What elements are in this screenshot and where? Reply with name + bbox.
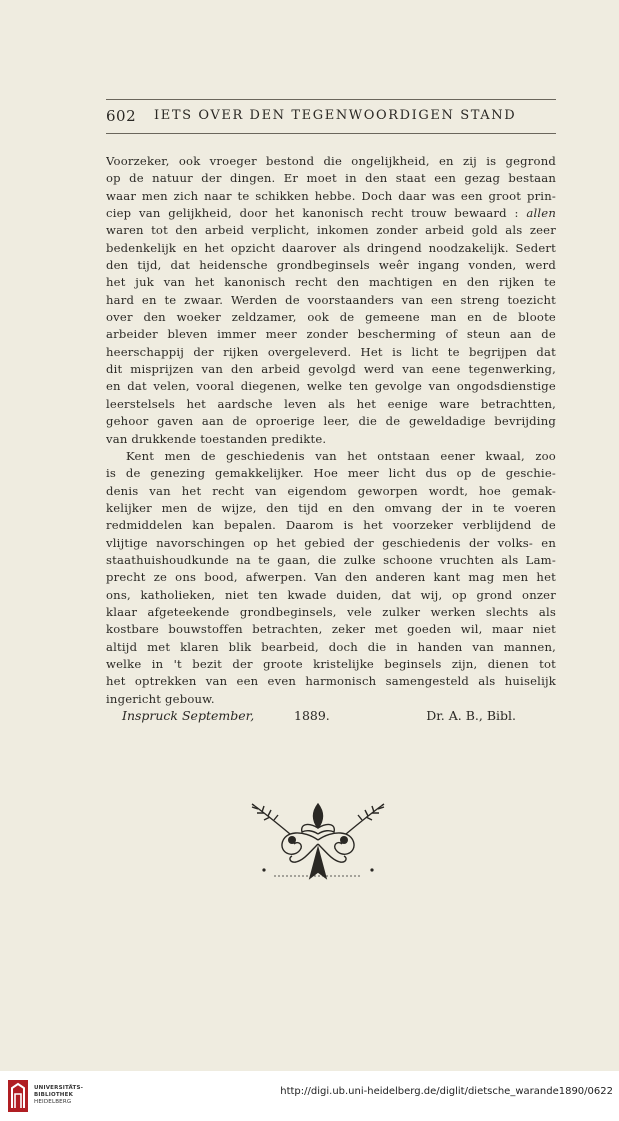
text-line: denis van het recht van eigendom geworpen wordt, hoe gemak- bbox=[106, 483, 556, 498]
library-name-line1: UNIVERSITÄTS- bbox=[34, 1085, 84, 1091]
permalink-url[interactable]: http://digi.ub.uni-heidelberg.de/diglit/dietsche_warande1890/0622 bbox=[280, 1086, 613, 1097]
signature-line bbox=[122, 708, 556, 728]
text-line: redmiddelen kan bepalen. Daarom is het voorzeker verblijdend de bbox=[106, 518, 556, 533]
text-line: gehoor gaven aan de oproerige leer, die de geweldadige bevrijding bbox=[106, 414, 556, 429]
text-line: kelijker men de wijze, den tijd en den omvang der in te voeren bbox=[106, 500, 556, 515]
header-rule-top bbox=[106, 99, 556, 100]
library-name-line3: HEIDELBERG bbox=[34, 1099, 72, 1105]
text-line: klaar afgeteekende grondbeginsels, vele zulker werken slechts als bbox=[106, 604, 556, 619]
running-title: IETS OVER DEN TEGENWOORDIGEN STAND bbox=[154, 108, 517, 123]
header-rule-bottom bbox=[106, 133, 556, 134]
library-name-line2: BIBLIOTHEK bbox=[34, 1092, 74, 1098]
text-line: waren tot den arbeid verplicht, inkomen zonder arbeid gold als zeer bbox=[106, 223, 556, 238]
emphasized-word: allen bbox=[526, 206, 556, 221]
signature-place-date: Inspruck September, bbox=[122, 708, 255, 723]
text-line: leerstelsels het aardsche leven als het eenige ware betrachtten, bbox=[106, 396, 556, 411]
text-line: arbeider bleven immer meer zonder bescherming of steun aan de bbox=[106, 327, 556, 342]
text-line: het juk van het kanonisch recht den machtigen en den rijken te bbox=[106, 275, 556, 290]
text-line: het optrekken van een even harmonisch samengesteld als huiselijk bbox=[106, 674, 556, 689]
digitization-footer bbox=[0, 1071, 619, 1121]
text-line: over den woeker zeldzamer, ook de gemeene man en de bloote bbox=[106, 310, 556, 325]
text-line: waar men zich naar te schikken hebbe. Doch daar was een groot prin- bbox=[106, 188, 556, 203]
text-line: ciep van gelijkheid, door het kanonisch recht trouw bewaard : allen bbox=[106, 206, 556, 221]
text-line: heerschappij der rijken overgeleverd. Het is licht te begrijpen dat bbox=[106, 344, 556, 359]
text-line: op de natuur der dingen. Er moet in den staat een gezag bestaan bbox=[106, 171, 556, 186]
text-line: den tijd, dat heidensche grondbeginsels weêr ingang vonden, werd bbox=[106, 258, 556, 273]
text-line: hard en te zwaar. Werden de voorstaanders van een streng toezicht bbox=[106, 292, 556, 307]
text-line: precht ze ons bood, afwerpen. Van den anderen kant mag men het bbox=[106, 570, 556, 585]
university-library-logo-icon bbox=[8, 1080, 28, 1112]
signature-author: Dr. A. B., Bibl. bbox=[426, 708, 516, 723]
text-line: bedenkelijk en het opzicht daarover als dringend noodzakelijk. Sedert bbox=[106, 240, 556, 255]
text-line: Voorzeker, ook vroeger bestond die ongelijkheid, en zij is gegrond bbox=[106, 154, 556, 168]
text-line: vlijtige navorschingen op het gebied der geschiedenis der volks- en bbox=[106, 535, 556, 550]
signature-year: 1889. bbox=[294, 708, 330, 723]
text-line: altijd met klaren blik bearbeid, doch die in handen van mannen, bbox=[106, 639, 556, 654]
text-line: is de genezing gemakkelijker. Hoe meer licht dus op de geschie- bbox=[106, 466, 556, 481]
text-line: dit misprijzen van den arbeid gevolgd werd van eene tegenwerking, bbox=[106, 362, 556, 377]
fleuron-ornament-icon bbox=[248, 800, 388, 885]
text-line: welke in 't bezit der groote kristelijke beginsels zijn, dienen tot bbox=[106, 656, 556, 671]
text-line: ons, katholieken, niet ten kwade duiden, dat wij, op grond onzer bbox=[106, 587, 556, 602]
text-line: Kent men de geschiedenis van het ontstaan eener kwaal, zoo bbox=[126, 448, 556, 463]
running-header bbox=[106, 105, 556, 133]
page-number: 602 bbox=[106, 107, 137, 125]
text-line: staathuishoudkunde na te gaan, die zulke schoone vruchten als Lam- bbox=[106, 552, 556, 567]
text-line: en dat velen, vooral diegenen, welke ten gevolge van ongodsdienstige bbox=[106, 379, 556, 394]
body-text bbox=[106, 153, 556, 708]
library-name bbox=[34, 1085, 83, 1106]
text-line: ingericht gebouw. bbox=[106, 691, 215, 706]
text-line: van drukkende toestanden predikte. bbox=[106, 431, 327, 446]
text-line: kostbare bouwstoffen betrachten, zeker met goeden wil, maar niet bbox=[106, 622, 556, 637]
